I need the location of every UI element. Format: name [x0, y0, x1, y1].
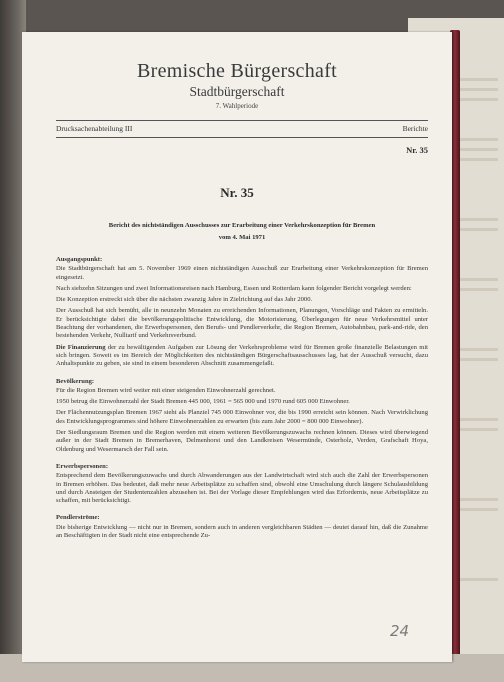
document-body: [56, 256, 428, 543]
handwritten-page-number: 24: [390, 622, 410, 640]
paragraph: Der Flächennutzungsplan Bremen 1967 sieht als Planziel 745 000 Einwohner vor, die bis 1990 erreicht sein können. Nach Verwirklichung des Entwicklungsprogrammes sind höhere Einwohnerzahlen zu erwarten (bis zum Jahr 2000 = 800 000 Einwohner).: [56, 409, 428, 425]
header-rule-bottom: [56, 137, 428, 138]
document-number-corner: Nr. 35: [406, 145, 428, 155]
section-heading: Ausgangspunkt:: [56, 256, 103, 263]
legislative-period: 7. Wahlperiode: [215, 102, 259, 110]
paragraph: Die Stadtbürgerschaft hat am 5. November 1969 einen nichtständigen Ausschuß zur Erarbeitung einer Verkehrskonzeption für Bremen eingesetzt.: [56, 265, 428, 281]
department-line: [56, 124, 428, 133]
paragraph: Entsprechend dem Bevölkerungszuwachs und durch Abwanderungen aus der Landwirtschaft wird sich auch die Zahl der Erwerbspersonen in Bremen erhöhen. Das bedeutet, daß mehr neue Arbeitsplätze zu schaffen sind, obwohl eine Umschulung durch längere Schulausbildung und durch Ansteigen der Studentenzahlen abzusehen ist. Bei der Vorlage dieser Empfehlungen wird das Erfordernis, neue Arbeitsplätze zu schaffen, mit berücksichtigt.: [56, 472, 428, 505]
department-label: Drucksachenabteilung III: [56, 124, 133, 133]
paragraph: Die Konzeption erstreckt sich über die nächsten zwanzig Jahre in Zielrichtung auf das Jahr 2000.: [56, 296, 313, 304]
report-title: [56, 220, 428, 244]
page-subtitle: Stadtbürgerschaft: [189, 84, 285, 99]
paragraph: Nach siebzehn Sitzungen und zwei Informationsreisen nach Hamburg, Essen und Rotterdam kann folgender Bericht vorgelegt werden:: [56, 284, 412, 292]
paragraph: Der Ausschuß hat sich bemüht, alle in neunzehn Monaten zu erreichenden Informationen, Planungen, Vorschläge und Fakten zu ermitteln. Er berücksichtigte dabei die bevölkerungspolitische Entwicklung, die Motorisierung, Überlegungen für neue Verkehrsmittel unter Beachtung der vorhandenen, die Erwerbspersonen, den Berufs- und Pendlerverkehr, die Region Bremen, Autobahnbau, park-and-ride, den bestehenden Verkehr, Nulltarif und Verkehrsverbund.: [56, 307, 428, 340]
paragraph: [56, 344, 428, 369]
report-title-line: Bericht des nichtständigen Ausschusses zur Erarbeitung einer Verkehrskonzeption für Bremen: [108, 222, 376, 229]
paragraph: Die bisherige Entwicklung — nicht nur in Bremen, sondern auch in anderen vergleichbaren Städten — deutet darauf hin, daß die Zunahme an Beschäftigten in der Stadt nicht eine entsprechende Zu-: [56, 523, 428, 540]
paragraph: 1950 betrug die Einwohnerzahl der Stadt Bremen 445 000, 1961 = 565 000 und 1970 rund 605 000 Einwohner.: [56, 398, 350, 406]
category-label: Berichte: [402, 124, 428, 133]
page-title: Bremische Bürgerschaft: [136, 60, 338, 82]
bold-lead: Die Finanzierung: [56, 343, 106, 351]
section-heading: Bevölkerung:: [56, 377, 95, 385]
section-heading: Erwerbspersonen:: [56, 462, 109, 470]
section-heading: Pendlerströme:: [56, 514, 100, 522]
paragraph-text: der zu bewältigenden Aufgaben zur Lösung der Verkehrsprobleme wird für Bremen große finanzielle Belastungen mit sich bringen. Soweit es im Bereich der Möglichkeiten des nichtständigen Bürgerschaftsausschusses lag, hat der Ausschuß versucht, dazu Anhaltspunkte zu geben, sie sind in einem besonderen Abschnitt zusammengefaßt.: [56, 343, 428, 368]
paragraph: Der Siedlungsraum Bremen und die Region werden mit einem weiteren Bevölkerungszuwachs rechnen können. Dieses wird überwiegend außer in der Stadt Bremen in Bremerhaven, Delmenhorst und den Landkreisen Wesermünde, Osterholz, Verden, Grafschaft Hoya, Oldenburg und Wesermarsch der Fall sein.: [56, 429, 428, 453]
header-rule-top: [56, 120, 428, 121]
document-page: [22, 32, 452, 662]
paragraph: Für die Region Bremen wird weiter mit einer steigenden Einwohnerzahl gerechnet.: [56, 386, 276, 394]
document-number-heading: Nr. 35: [220, 185, 254, 200]
report-date-line: vom 4. Mai 1971: [218, 234, 266, 241]
